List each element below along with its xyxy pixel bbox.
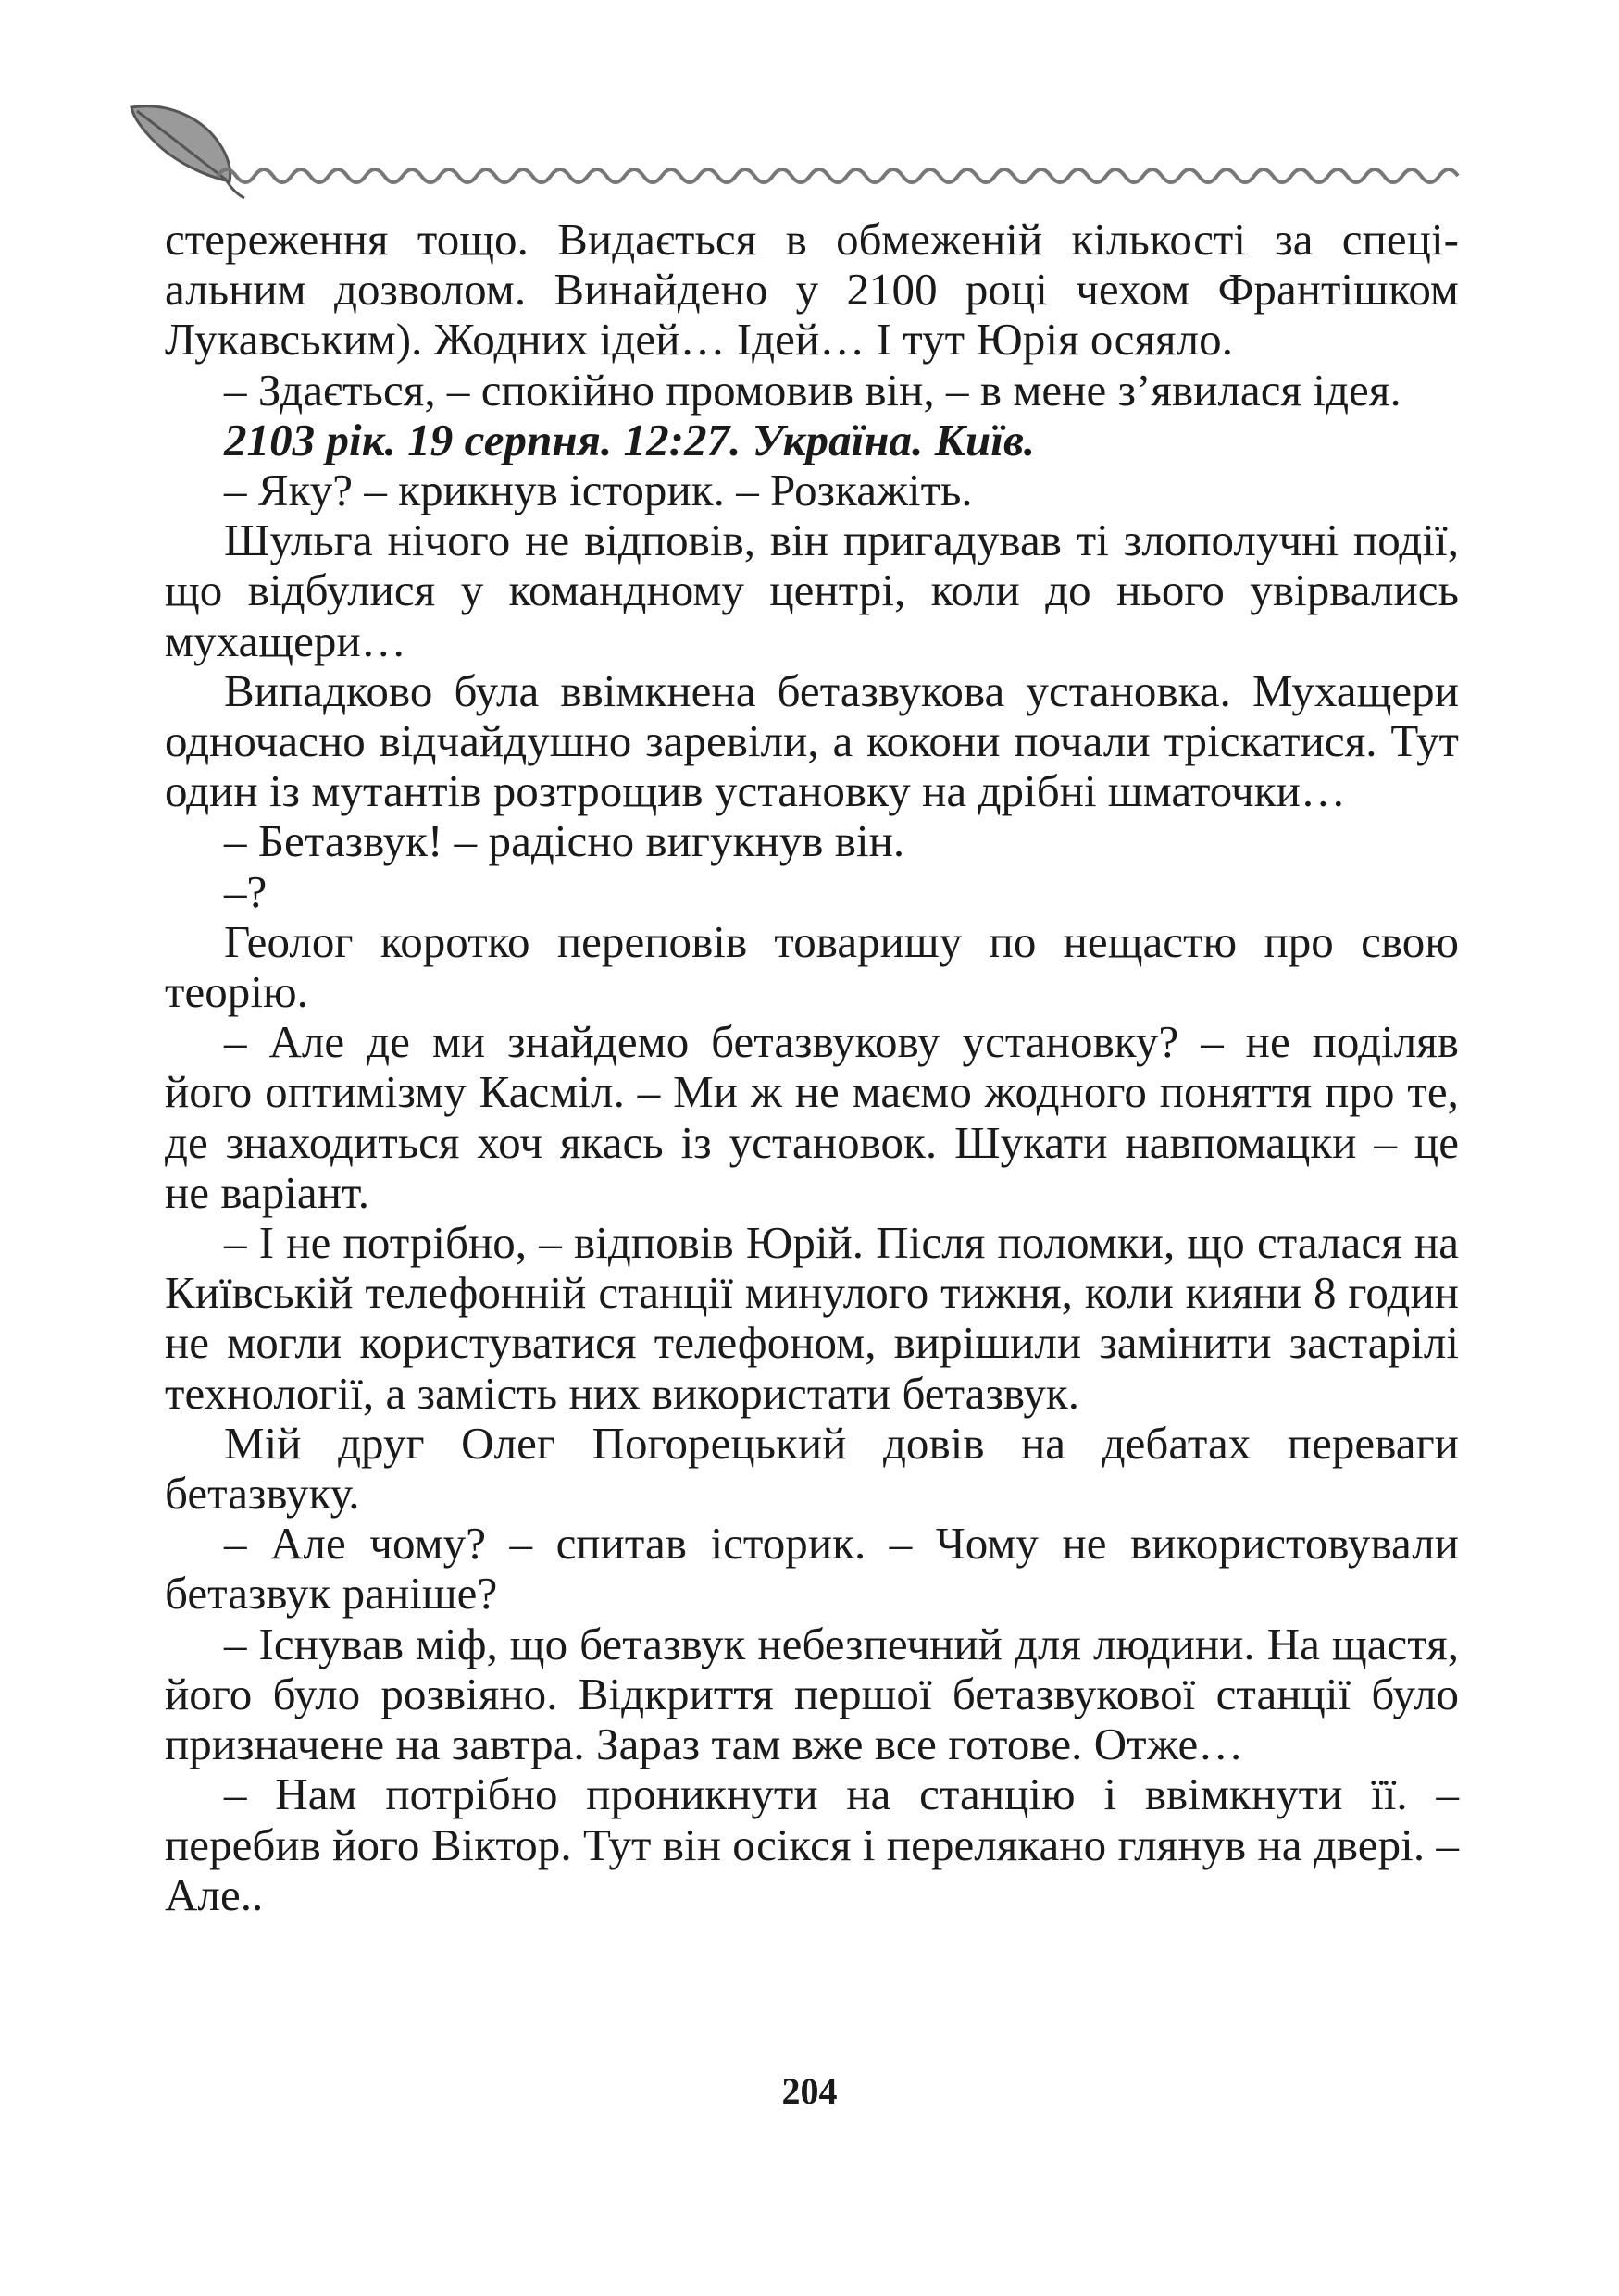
paragraph: – Але де ми знайдемо бетазвукову установку? – не поділяв його оптимізму Касміл. – Ми ж не маємо жодного поняття про те, де знаходиться хоч якась із установок. Шукати навпомацки – це не варіант. bbox=[165, 1016, 1459, 1218]
paragraph: – Бетазвук! – радісно вигукнув він. bbox=[224, 815, 905, 867]
paragraph: Випадково була ввімкнена бетазвукова установка. Мухащери одночасно відчайдушно заревіли, а кокони почали тріскатися. Тут один із мутантів розтрощив установку на дрібні шматочки… bbox=[165, 664, 1459, 817]
paragraph: – Існував міф, що бетазвук небезпечний для людини. На щастя, його було розвіяно. Відкриття першої бетазвукової станції було призначене на завтра. Зараз там вже все готове. Отже… bbox=[165, 1618, 1459, 1770]
paragraph: стереження тощо. Видається в обмеженій кількості за спеці-альним дозволом. Винайдено у 2100 році чехом Франтішком Лукавським). Жодних ідей… Ідей… І тут Юрія осяяло. bbox=[165, 214, 1459, 366]
paragraph: – Нам потрібно проникнути на станцію і ввімкнути її. – перебив його Віктор. Тут він осікся і перелякано глянув на двері. – Але.. bbox=[165, 1769, 1459, 1920]
paragraph: – Але чому? – спитав історик. – Чому не використовували бетазвук раніше? bbox=[165, 1518, 1459, 1620]
paragraph: Шульга нічого не відповів, він пригадував ті злополучні події, що відбулися у командному центрі, коли до нього увірвались мухащери… bbox=[165, 515, 1459, 666]
header-ornament bbox=[130, 100, 1472, 202]
feather-icon bbox=[131, 106, 244, 198]
dateline-heading: 2103 рік. 19 серпня. 12:27. Україна. Київ. bbox=[224, 414, 1036, 465]
paragraph: – І не потрібно, – відповів Юрій. Після поломки, що сталася на Київській телефонній станції минулого тижня, коли кияни 8 годин не могли користуватися телефоном, вирішили замінити застарілі технології, а замість них використати бетазвук. bbox=[165, 1217, 1459, 1419]
paragraph: Мій друг Олег Погорецький довів на дебатах переваги бетазвуку. bbox=[165, 1417, 1459, 1520]
paragraph: –? bbox=[224, 865, 268, 917]
wavy-rule bbox=[218, 169, 1458, 182]
paragraph: – Здається, – спокійно промовив він, – в мене з’явилася ідея. bbox=[224, 364, 1401, 416]
paragraph: Геолог коротко переповів товаришу по нещастю про свою теорію. bbox=[165, 915, 1459, 1018]
paragraph: – Яку? – крикнув історик. – Розкажіть. bbox=[224, 465, 973, 516]
page-number: 204 bbox=[781, 2070, 838, 2112]
page-body-text bbox=[165, 215, 1459, 1920]
